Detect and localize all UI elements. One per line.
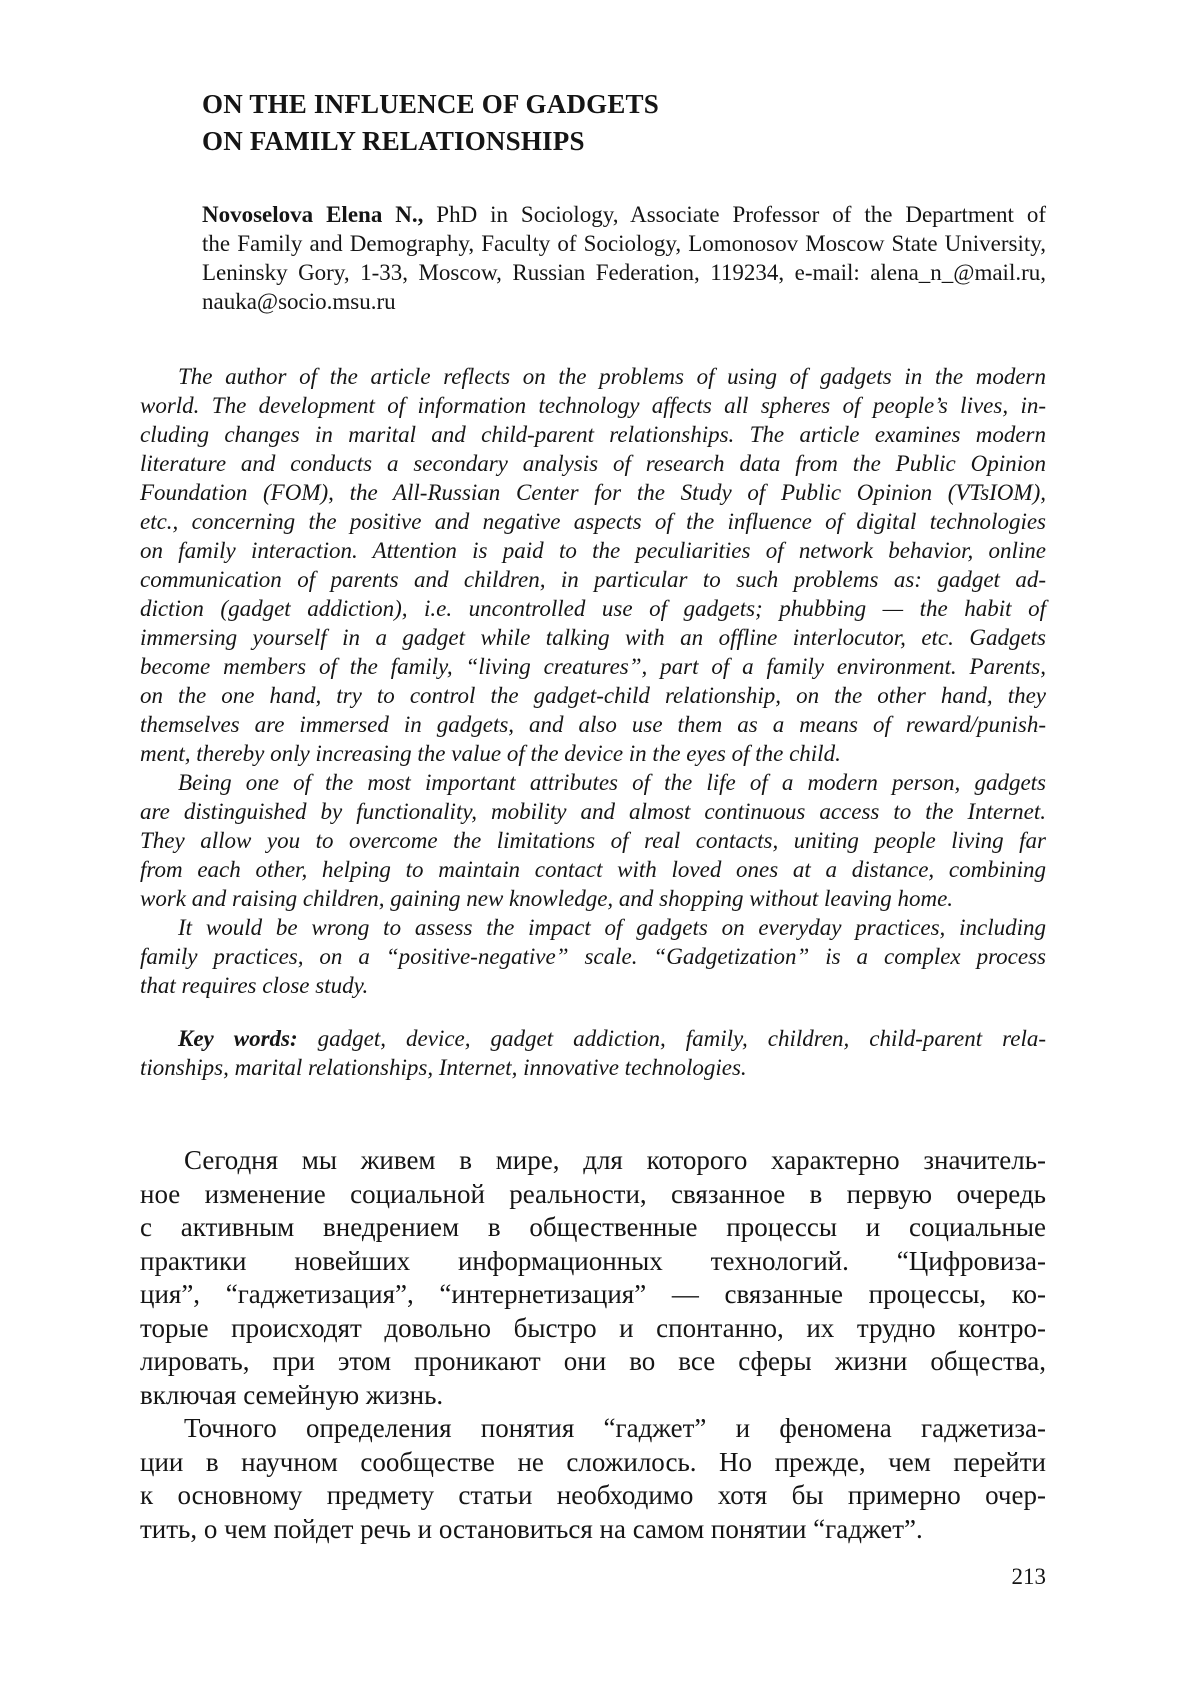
text-line: ции в научном сообществе не сложилось. Но прежде, чем перейти [140,1446,1046,1477]
text-line: become members of the family, “living creatures”, part of a family environment. Parents, [140,654,1046,679]
text-line: тить, о чем пойдет речь и остановиться на самом понятии “гаджет”. [140,1513,923,1544]
text-line: It would be wrong to assess the impact of gadgets on everyday practices, including [178,915,1046,940]
author-email: nauka@socio.msu.ru [202,289,396,314]
text-line: практики новейших информационных технологий. “Цифровиза- [140,1245,1046,1276]
text-line: etc., concerning the positive and negative aspects of the influence of digital technologies [140,509,1046,534]
article-title-line2: ON FAMILY RELATIONSHIPS [202,126,585,156]
text-line: They allow you to overcome the limitations of real contacts, uniting people living far [140,828,1046,853]
author-line: the Family and Demography, Faculty of Sociology, Lomonosov Moscow State University, [202,231,1046,256]
text-line: from each other, helping to maintain contact with loved ones at a distance, combining [140,857,1046,882]
article-title-line1: ON THE INFLUENCE OF GADGETS [202,89,659,119]
author-affiliation: PhD in Sociology, Associate Professor of the Department of [423,202,1047,227]
text-line: с активным внедрением в общественные процессы и социальные [140,1212,1046,1242]
author-line: Leninsky Gory, 1-33, Moscow, Russian Federation, 119234, e-mail: alena_n_@mail.ru, [202,260,1046,285]
text-line: Foundation (FOM), the All-Russian Center for the Study of Public Opinion (VTsIOM), [140,480,1046,505]
keywords-line: tionships, marital relationships, Internet, innovative technologies. [140,1055,747,1080]
abstract-paragraph-2 [140,768,1046,913]
text-line: themselves are immersed in gadgets, and also use them as a means of reward/punish- [140,712,1046,737]
body-paragraph-1 [140,1144,1046,1412]
keywords-list: gadget, device, gadget addiction, family, children, child-parent rela- [297,1026,1046,1051]
text-line: ment, thereby only increasing the value of the device in the eyes of the child. [140,741,841,766]
text-line: family practices, on a “positive-negative” scale. “Gadgetization” is a complex process [140,944,1046,969]
text-line: включая семейную жизнь. [140,1379,444,1410]
text-line: cluding changes in marital and child-parent relationships. The article examines modern [140,422,1046,447]
text-line: Being one of the most important attributes of the life of a modern person, gadgets [178,770,1046,795]
article-title [202,86,1046,160]
text-line: immersing yourself in a gadget while talking with an offline interlocutor, etc. Gadgets [140,625,1046,650]
text-line: ция”, “гаджетизация”, “интернетизация” — связанные процессы, ко- [140,1279,1046,1309]
text-line: on family interaction. Attention is paid to the peculiarities of network behavior, online [140,538,1046,563]
text-line: world. The development of information technology affects all spheres of people’s lives, in- [140,393,1046,418]
text-line: к основному предмету статьи необходимо хотя бы примерно очер- [140,1480,1046,1510]
text-line: ное изменение социальной реальности, связанное в первую очередь [140,1178,1046,1209]
keywords-block [140,1024,1046,1082]
author-line [202,200,1046,229]
page-column [140,0,1046,1591]
text-line: diction (gadget addiction), i.e. uncontrolled use of gadgets; phubbing — the habit of [140,596,1046,621]
text-line: communication of parents and children, in particular to such problems as: gadget ad- [140,567,1046,592]
abstract-paragraph-1 [140,362,1046,768]
abstract-paragraph-3 [140,913,1046,1000]
text-line: literature and conducts a secondary analysis of research data from the Public Opinion [140,451,1046,476]
author-name: Novoselova Elena N., [202,202,424,227]
text-line: The author of the article reflects on the problems of using of gadgets in the modern [178,364,1046,389]
text-line: are distinguished by functionality, mobility and almost continuous access to the Internet. [140,799,1046,824]
body-paragraph-2 [140,1412,1046,1546]
text-line: Точного определения понятия “гаджет” и феномена гаджетиза- [184,1413,1046,1443]
keywords-label: Key words: [178,1026,298,1051]
text-line: on the one hand, try to control the gadget-child relationship, on the other hand, they [140,683,1046,708]
text-line: Сегодня мы живем в мире, для которого характерно значитель- [184,1145,1046,1175]
text-line: that requires close study. [140,973,369,998]
text-line: лировать, при этом проникают они во все сферы жизни общества, [140,1346,1046,1376]
text-line: торые происходят довольно быстро и спонтанно, их трудно контро- [140,1312,1046,1343]
text-line: work and raising children, gaining new knowledge, and shopping without leaving home. [140,886,954,911]
page-number: 213 [1011,1564,1046,1589]
keywords-line [140,1024,1046,1053]
author-block [202,200,1046,316]
